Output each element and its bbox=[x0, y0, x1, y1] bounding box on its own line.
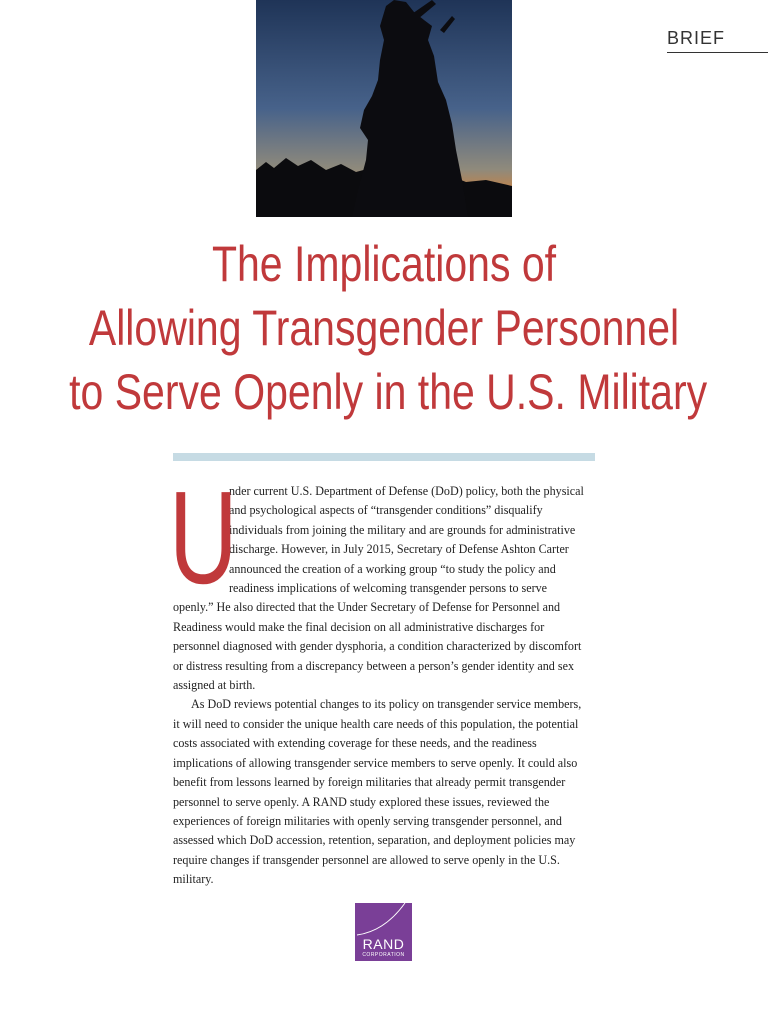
article-body bbox=[169, 464, 589, 890]
title-line-1: The Implications of bbox=[211, 236, 557, 292]
paragraph-1-text: nder current U.S. Department of Defense (DoD) policy, both the physical and psychological aspects of “transgender conditions” disqualify individuals from joining the military and are grounds for administrative discharge. However, in July 2015, Secretary of Defense Ashton Carter announced the creation of a working group “to study the policy and readiness implications of welcoming transgender persons to serve openly.” He also directed that the Under Secretary of Defense for Personnel and Readiness would make the final decision on all administrative discharges for personnel diagnosed with gender dysphoria, a condition characterized by discomfort or distress resulting from a discrepancy between a person’s gender identity and sex assigned at birth. bbox=[173, 484, 584, 693]
logo-subtitle: CORPORATION bbox=[362, 952, 405, 958]
paragraph-2: As DoD reviews potential changes to its policy on transgender service members, it will need to consider the unique health care needs of this population, the potential costs associated with extending coverage for these needs, and the readiness implications of allowing transgender service members to serve openly. It could also benefit from lessons learned by foreign militaries that already permit transgender personnel to serve openly. A RAND study explored these issues, reviewed the experiences of foreign militaries with openly serving transgender personnel, and assessed which DoD accession, retention, separation, and deployment policies may require changes if transgender personnel are allowed to serve openly in the U.S. military. bbox=[173, 697, 582, 887]
drop-cap: U bbox=[169, 464, 238, 611]
cover-photo bbox=[256, 0, 512, 217]
page-title bbox=[69, 232, 708, 424]
rand-logo bbox=[355, 903, 412, 961]
document-type-label: BRIEF bbox=[667, 28, 768, 53]
divider-rule bbox=[173, 453, 595, 461]
paragraph-1 bbox=[169, 464, 589, 695]
logo-name: RAND bbox=[362, 936, 405, 952]
title-line-2: Allowing Transgender Personnel bbox=[88, 300, 680, 356]
soldier-silhouette-image bbox=[256, 0, 512, 217]
title-line-3: to Serve Openly in the U.S. Military bbox=[69, 364, 708, 420]
